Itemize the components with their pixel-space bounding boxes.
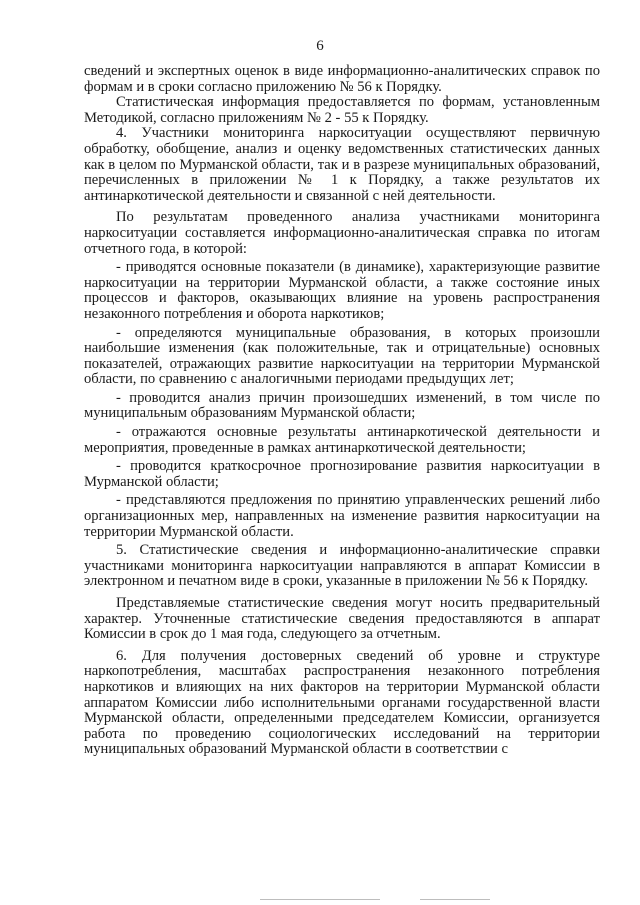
list-item-indicators: - приводятся основные показатели (в динамике), характеризующие развитие наркоситуации на территории Мурманской области, а также состояние иных процессов и факторов, оказывающих влияние на уровень распространения незаконного потребления и оборота наркотиков;: [84, 259, 600, 322]
page-number: 6: [316, 38, 324, 54]
list-item-results: - отражаются основные результаты антинаркотической деятельности и мероприятия, проведенные в рамках антинаркотической деятельности;: [84, 424, 600, 456]
paragraph-item-4: 4. Участники мониторинга наркоситуации осуществляют первичную обработку, обобщение, анализ и оценку ведомственных статистических данных как в целом по Мурманской области, так и в разрезе муниципальных образований, перечисленных в приложении № 1 к Порядку, а также результатов их антинаркотической деятельности и связанной с ней деятельности.: [84, 125, 600, 204]
paragraph-preliminary-data: Представляемые статистические сведения могут носить предварительный характер. Уточненные статистические сведения предоставляются в аппарат Комиссии в срок до 1 мая года, следующего за отчетным.: [84, 595, 600, 643]
paragraph-item-5: 5. Статистические сведения и информационно-аналитические справки участниками мониторинга наркоситуации направляются в аппарат Комиссии в электронном и печатном виде в сроки, указанные в приложении № 56 к Порядку.: [84, 542, 600, 590]
list-item-causes: - проводится анализ причин произошедших изменений, в том числе по муниципальным образованиям Мурманской области;: [84, 389, 600, 422]
list-item-proposals: - представляются предложения по принятию управленческих решений либо организационных мер, направленных на изменение развития наркоситуации на территории Мурманской области.: [84, 492, 600, 540]
paragraph-analysis-results: По результатам проведенного анализа участниками мониторинга наркоситуации составляется информационно-аналитическая справка по итогам отчетного года, в которой:: [84, 209, 600, 257]
paragraph-item-6: 6. Для получения достоверных сведений об уровне и структуре наркопотребления, масштабах распространения незаконного потребления наркотиков и влияющих на них факторов на территории Мурманской области аппаратом Комиссии либо исполнительными органами государственной власти Мурманской области, определенными председателем Комиссии, организуется работа по проведению социологических исследований на территории муниципальных образований Мурманской области в соответствии с: [84, 647, 600, 758]
document-body: [84, 64, 600, 758]
list-item-forecasting: - проводится краткосрочное прогнозирование развития наркоситуации в Мурманской области;: [84, 458, 600, 490]
paragraph-continuation: сведений и экспертных оценок в виде информационно-аналитических справок по формам и в сроки согласно приложению № 56 к Порядку.: [84, 63, 600, 95]
list-item-municipalities: - определяются муниципальные образования, в которых произошли наибольшие изменения (как положительные, так и отрицательные) основных показателей, отражающих развитие наркоситуации на территории Мурманской области, по сравнению с аналогичными периодами предыдущих лет;: [84, 324, 600, 388]
footer-divider: [420, 899, 490, 900]
footer-divider: [260, 899, 380, 900]
paragraph-statistical-info: Статистическая информация предоставляется по формам, установленным Методикой, согласно приложениям № 2 - 55 к Порядку.: [84, 94, 600, 126]
